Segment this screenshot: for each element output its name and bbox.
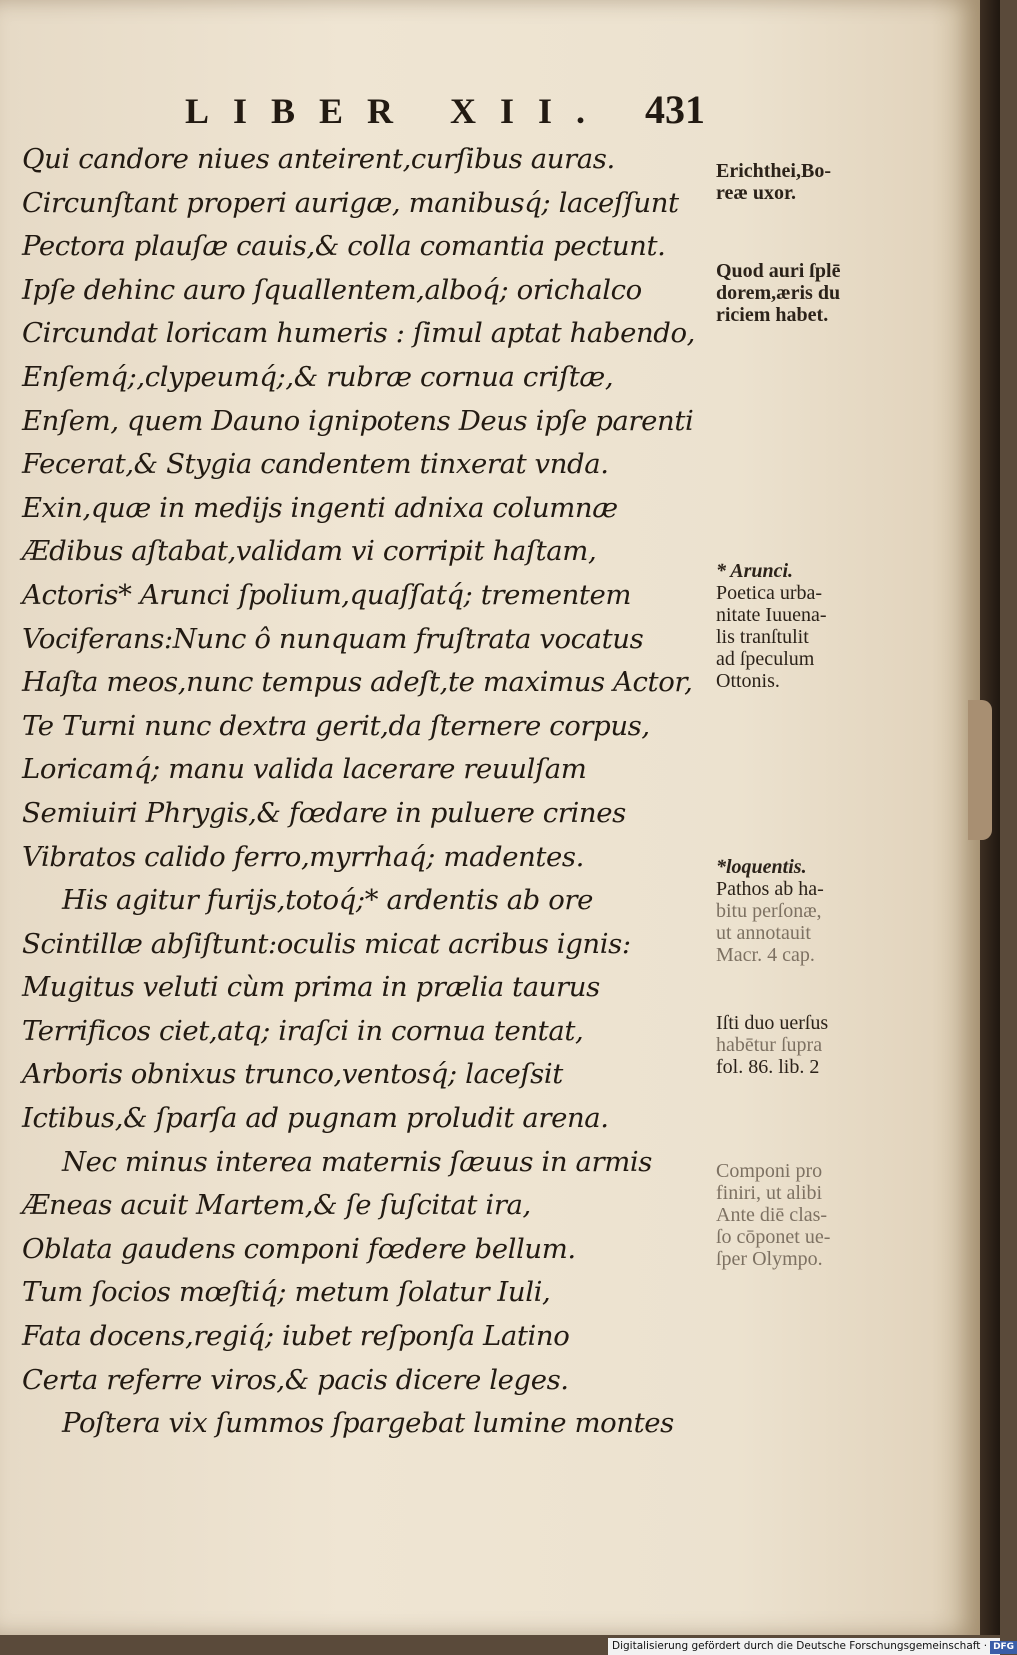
margin-note (716, 260, 886, 326)
credit-text: Digitalisierung gefördert durch die Deutsche Forschungsgemeinschaft · (612, 1640, 988, 1652)
verse-line: Exin,quæ in medijs ingenti adnixa columnæ (22, 491, 618, 524)
verse-line: Semiuiri Phrygis,& fœdare in puluere crines (22, 796, 626, 829)
verse-line: Mugitus veluti cùm prima in prælia taurus (22, 971, 600, 1004)
verse-line: Ipſe dehinc auro ſquallentem,alboq́; orichalco (22, 273, 642, 306)
verse-line: Æneas acuit Martem,& ſe ſuſcitat ira, (22, 1189, 531, 1222)
margin-note (716, 160, 886, 204)
verse-line: Pectora plauſæ cauis,& colla comantia pectunt. (22, 230, 666, 263)
verse-line: Tum ſocios mœſtiq́; metum ſolatur Iuli, (22, 1276, 551, 1309)
margin-note (716, 1160, 886, 1270)
verse-line: Terrificos ciet,atq; iraſci in cornua tentat, (22, 1014, 584, 1047)
margin-note-line: reæ uxor. (716, 182, 796, 204)
margin-note-line: lis tranſtulit (716, 626, 809, 648)
margin-note-line: habētur ſupra (716, 1034, 823, 1056)
verse-line: Poſtera vix ſummos ſpargebat lumine montes (62, 1407, 674, 1440)
verse-line: Oblata gaudens componi fœdere bellum. (22, 1232, 576, 1265)
verse-line: Vibratos calido ferro,myrrhaq́; madentes. (22, 840, 584, 873)
verse-line: Qui candore niues anteirent,curſibus auras. (22, 143, 615, 175)
verse-line: Enſem, quem Dauno ignipotens Deus ipſe parenti (22, 404, 694, 437)
page-tab-marker (968, 700, 992, 840)
margin-note-line: Pathos ab ha- (716, 878, 824, 900)
verse-line: Actoris* Arunci ſpolium,quaſſatq́; trementem (22, 578, 632, 611)
verse-line: Arboris obnixus trunco,ventosq́; laceſsit (22, 1058, 563, 1091)
margin-note-line: * Arunci. (716, 560, 794, 582)
margin-note-line: ut annotauit (716, 922, 811, 944)
verse-line: Fata docens,regiq́; iubet reſponſa Latino (22, 1320, 570, 1353)
verse-line: His agitur furijs,totoq́;* ardentis ab ore (62, 884, 594, 917)
verse-block (22, 138, 722, 1446)
page-number: 431 (645, 87, 705, 132)
margin-note-line: Poetica urba- (716, 582, 823, 604)
margin-note-line: fol. 86. lib. 2 (716, 1056, 820, 1078)
verse-line: Loricamq́; manu valida lacerare reuulſam (22, 753, 587, 786)
verse-line: Scintillæ abſiſtunt:oculis micat acribus ignis: (22, 927, 631, 960)
verse-line: Certa referre viros,& pacis dicere leges. (22, 1363, 569, 1396)
verse-line: Te Turni nunc dextra gerit,da ſternere corpus, (22, 709, 650, 742)
dfg-logo-icon: DFG (990, 1641, 1017, 1654)
margin-note-line: Ante diē clas- (716, 1204, 828, 1226)
running-head (185, 86, 705, 133)
digitization-credit (608, 1638, 1015, 1655)
margin-note-line: ad ſpeculum (716, 648, 815, 670)
margin-note-line: *loquentis. (716, 856, 807, 878)
margin-note-line: ſper Olympo. (716, 1248, 823, 1270)
verse-line: Fecerat,& Stygia candentem tinxerat vnda. (22, 448, 609, 481)
verse-line: Circunſtant properi aurigæ, manibusq́; laceſſunt (22, 186, 679, 219)
book-title: LIBER XII. (185, 91, 610, 131)
verse-line: Ictibus,& ſparſa ad pugnam proludit arena. (22, 1102, 609, 1135)
margin-note (716, 1012, 886, 1078)
margin-note-line: Quod auri ſplē (716, 260, 841, 282)
margin-note-line: nitate Iuuena- (716, 604, 827, 626)
margin-note (716, 560, 886, 692)
verse-line: Ædibus aſtabat,validam vi corripit haſtam, (22, 535, 597, 568)
margin-note-line: riciem habet. (716, 304, 829, 326)
margin-note (716, 856, 886, 966)
verse-line: Haſta meos,nunc tempus adeſt,te maximus Actor, (22, 666, 693, 699)
margin-note-line: Iſti duo uerſus (716, 1012, 829, 1034)
verse-line: Enſemq́;,clypeumq́;,& rubræ cornua criſtæ, (22, 360, 614, 393)
margin-note-line: Macr. 4 cap. (716, 944, 815, 966)
margin-note-line: dorem,æris du (716, 282, 841, 304)
verse-line: Nec minus interea maternis ſæuus in armis (62, 1145, 652, 1178)
margin-note-line: Erichthei,Bo- (716, 160, 831, 182)
margin-note-line: bitu perſonæ, (716, 900, 822, 922)
margin-note-line: Componi pro (716, 1160, 823, 1182)
verse-line: Vociferans:Nunc ô nunquam fruſtrata vocatus (22, 622, 644, 655)
verse-line: Circundat loricam humeris : ſimul aptat habendo, (22, 317, 696, 350)
margin-note-line: Ottonis. (716, 670, 780, 692)
margin-note-line: finiri, ut alibi (716, 1182, 823, 1204)
margin-note-line: ſo cōponet ue- (716, 1226, 831, 1248)
